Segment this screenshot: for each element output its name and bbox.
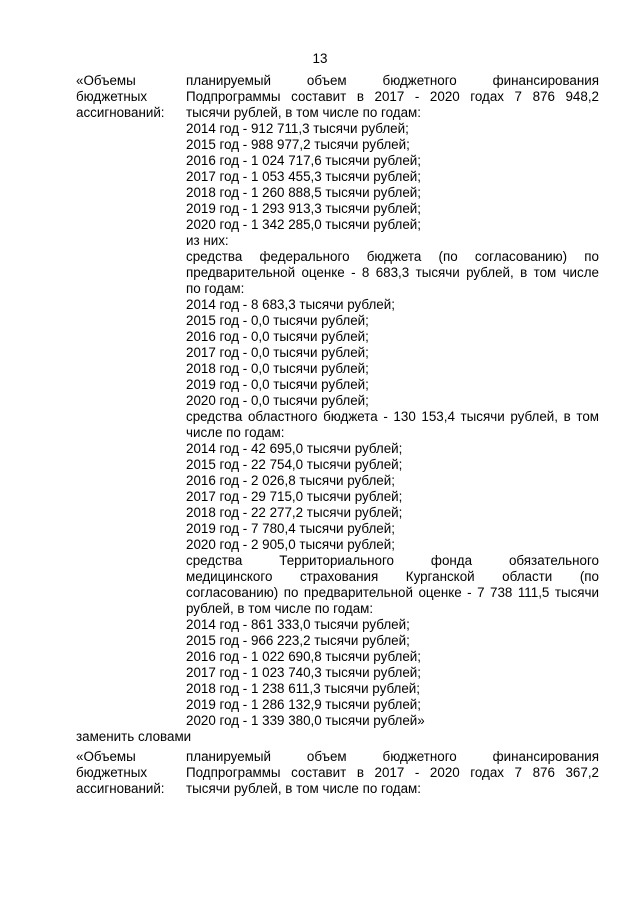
text-line: 2016 год - 2 026,8 тысячи рублей; [186,473,395,488]
label-line: бюджетных [76,89,148,104]
budget-content [186,73,599,729]
text-line: планируемый объем бюджетного финансирования [186,749,599,764]
label-line: ассигнований: [76,781,165,796]
text-line: 2019 год - 1 286 132,9 тысячи рублей; [186,697,421,712]
text-line: тысячи рублей, в том числе по годам: [186,781,421,796]
text-line: 2020 год - 2 905,0 тысячи рублей; [186,537,395,552]
text-line: 2019 год - 0,0 тысячи рублей; [186,377,369,392]
text-line: 2014 год - 912 711,3 тысячи рублей; [186,121,409,136]
text-line: средства Территориального фонда обязательного [186,553,599,568]
text-line: Подпрограммы составит в 2017 - 2020 годах 7 876 367,2 [186,765,599,780]
text-line: 2017 год - 29 715,0 тысячи рублей; [186,489,403,504]
text-line: 2018 год - 22 277,2 тысячи рублей; [186,505,403,520]
text-line: 2015 год - 988 977,2 тысячи рублей; [186,137,410,152]
text-line: средства областного бюджета - 130 153,4 тысячи рублей, в том [186,409,599,424]
budget-content [186,749,599,797]
text-line: 2020 год - 1 342 285,0 тысячи рублей; [186,217,421,232]
text-line: средства федерального бюджета (по согласованию) по [186,249,599,264]
text-line: 2018 год - 1 238 611,3 тысячи рублей; [186,681,420,696]
text-line: тысячи рублей, в том числе по годам: [186,105,421,120]
text-line: 2016 год - 1 022 690,8 тысячи рублей; [186,649,421,664]
text-line: 2014 год - 8 683,3 тысячи рублей; [186,297,395,312]
text-line: 2014 год - 42 695,0 тысячи рублей; [186,441,403,456]
text-line: 2015 год - 966 223,2 тысячи рублей; [186,633,410,648]
page-number: 13 [312,51,328,66]
label-line: бюджетных [76,765,148,780]
text-line: 2020 год - 1 339 380,0 тысячи рублей» [186,713,425,728]
text-line: 2019 год - 1 293 913,3 тысячи рублей; [186,201,421,216]
budget-label [76,73,184,121]
label-line: «Объемы [76,749,136,764]
text-line: рублей, в том числе по годам: [186,601,374,616]
text-line: по годам: [186,281,245,296]
label-line: ассигнований: [76,105,165,120]
text-line: планируемый объем бюджетного финансирования [186,73,599,88]
text-line: 2015 год - 22 754,0 тысячи рублей; [186,457,403,472]
text-line: 2014 год - 861 333,0 тысячи рублей; [186,617,410,632]
text-line: 2016 год - 0,0 тысячи рублей; [186,329,369,344]
text-line: согласованию) по предварительной оценке - 7 738 111,5 тысячи [186,585,599,600]
label-line: «Объемы [76,73,136,88]
text-line: 2020 год - 0,0 тысячи рублей; [186,393,369,408]
text-line: предварительной оценке - 8 683,3 тысячи рублей, в том числе [186,265,599,280]
budget-label [76,749,184,797]
text-line: 2017 год - 0,0 тысячи рублей; [186,345,369,360]
text-line: 2018 год - 0,0 тысячи рублей; [186,361,369,376]
text-line: 2015 год - 0,0 тысячи рублей; [186,313,369,328]
text-line: числе по годам: [186,425,285,440]
replace-instruction: заменить словами [76,729,192,744]
text-line: 2017 год - 1 023 740,3 тысячи рублей; [186,665,421,680]
text-line: медицинского страхования Курганской области (по [186,569,599,584]
text-line: из них: [186,233,229,248]
text-line: 2016 год - 1 024 717,6 тысячи рублей; [186,153,421,168]
text-line: Подпрограммы составит в 2017 - 2020 годах 7 876 948,2 [186,89,599,104]
text-line: 2018 год - 1 260 888,5 тысячи рублей; [186,185,421,200]
text-line: 2019 год - 7 780,4 тысячи рублей; [186,521,395,536]
text-line: 2017 год - 1 053 455,3 тысячи рублей; [186,169,421,184]
